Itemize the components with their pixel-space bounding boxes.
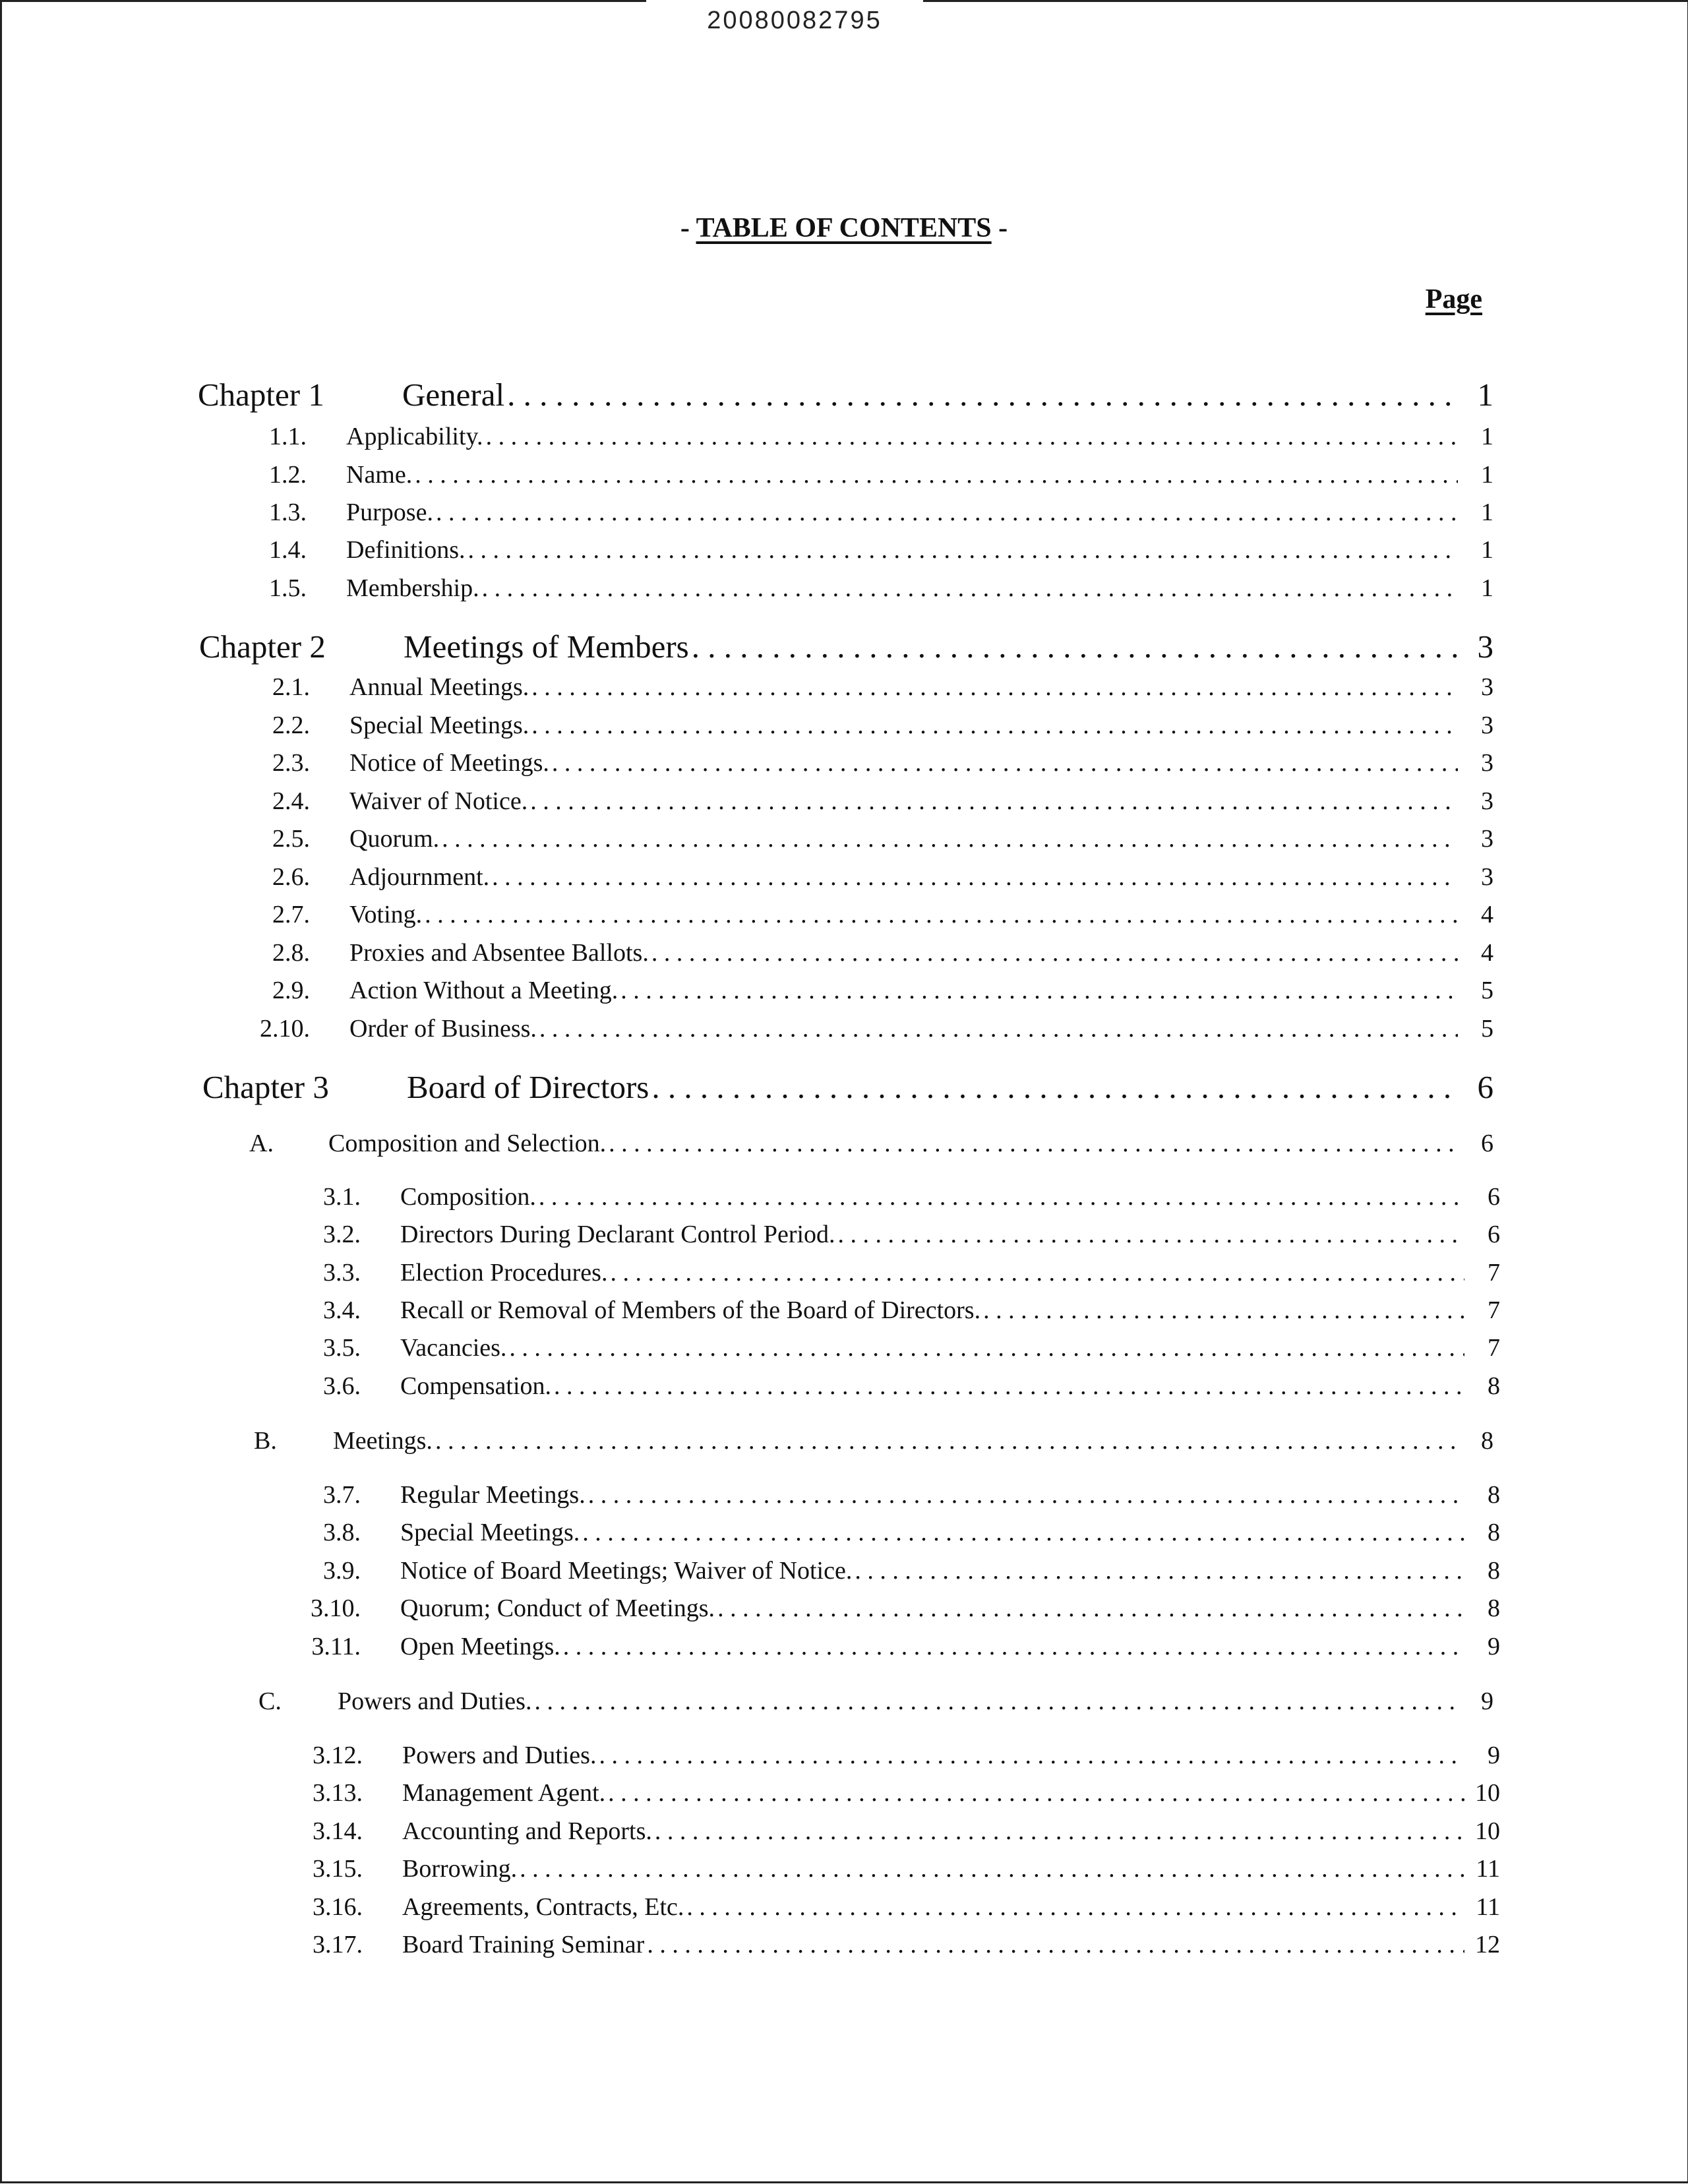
section-title: Special Meetings. [400, 1519, 580, 1546]
section-number: 3.17. [313, 1931, 363, 1958]
section-title: Name. [346, 461, 413, 489]
leader [349, 900, 1458, 929]
dot-leader [651, 938, 1458, 967]
chapter-title: Board of Directors [407, 1069, 649, 1105]
toc-entry-row [307, 1741, 1500, 1770]
dot-leader [552, 748, 1458, 777]
leader [402, 1817, 1464, 1846]
toc-entry-row [254, 900, 1493, 929]
toc-entry-row [254, 1014, 1493, 1043]
leader [402, 376, 1458, 413]
leader [402, 1930, 1464, 1959]
section-page-number: 1 [1481, 574, 1493, 602]
section-title: Agreements, Contracts, Etc. [402, 1893, 684, 1921]
chapter-number: Chapter 3 [202, 1069, 329, 1105]
subgroup-row [258, 1687, 1493, 1716]
section-page-number: 11 [1476, 1893, 1500, 1921]
dot-leader [692, 628, 1458, 665]
leader [400, 1258, 1464, 1287]
section-page-number: 1 [1481, 461, 1493, 489]
dot-leader [507, 376, 1458, 413]
section-number: 3.1. [323, 1183, 361, 1211]
toc-entry-row [307, 1854, 1500, 1883]
section-number: 3.9. [323, 1557, 361, 1585]
leader [349, 863, 1458, 892]
section-title: Management Agent. [402, 1779, 606, 1807]
dot-leader [425, 900, 1458, 929]
leader [338, 1687, 1458, 1716]
dot-leader [509, 1333, 1464, 1362]
dot-leader [482, 574, 1458, 603]
section-title: Compensation. [400, 1372, 552, 1400]
toc-entry-row [254, 673, 1493, 702]
leader [346, 535, 1458, 564]
section-number: 3.13. [313, 1779, 363, 1807]
chapter-title: General [402, 377, 505, 413]
dot-leader [610, 1258, 1464, 1287]
toc-entry-row [251, 422, 1493, 451]
leader [328, 1129, 1458, 1158]
dot-leader [492, 863, 1458, 892]
section-title: Open Meetings. [400, 1633, 560, 1660]
sub-page-number: 8 [1481, 1427, 1493, 1455]
leader [400, 1372, 1464, 1401]
leader [349, 711, 1458, 740]
chapter-page-number: 6 [1477, 1069, 1493, 1105]
section-title: Directors During Declarant Control Period. [400, 1221, 835, 1248]
toc-title-prefix: - [680, 213, 696, 243]
section-title: Regular Meetings. [400, 1481, 586, 1509]
sub-number: A. [249, 1130, 274, 1157]
section-number: 2.10. [260, 1015, 310, 1043]
section-page-number: 1 [1481, 499, 1493, 526]
section-number: 2.6. [272, 863, 310, 891]
chapter-title: Meetings of Members [404, 628, 689, 665]
toc-entry-row [305, 1258, 1500, 1287]
section-title: Election Procedures. [400, 1259, 608, 1287]
dot-leader [582, 1518, 1464, 1547]
sub-page-number: 6 [1481, 1130, 1493, 1157]
section-title: Quorum; Conduct of Meetings. [400, 1594, 715, 1622]
section-number: 1.3. [269, 499, 307, 526]
section-page-number: 6 [1488, 1221, 1500, 1248]
section-title: Action Without a Meeting. [349, 977, 618, 1004]
section-number: 2.1. [272, 673, 310, 701]
section-number: 1.1. [269, 423, 307, 450]
dot-leader [442, 824, 1458, 853]
leader [349, 824, 1458, 853]
sub-page-number: 9 [1481, 1687, 1493, 1715]
section-page-number: 8 [1488, 1481, 1500, 1509]
section-title: Purpose. [346, 499, 433, 526]
toc-entry-row [254, 787, 1493, 816]
section-number: 2.5. [272, 825, 310, 853]
chapter-page-number: 3 [1477, 628, 1493, 665]
section-page-number: 12 [1475, 1931, 1500, 1958]
section-page-number: 10 [1475, 1779, 1500, 1807]
section-number: 2.9. [272, 977, 310, 1004]
section-title: Notice of Board Meetings; Waiver of Notice. [400, 1557, 853, 1585]
toc-entry-row [251, 460, 1493, 489]
leader [349, 1014, 1458, 1043]
section-number: 3.15. [313, 1855, 363, 1883]
leader [404, 628, 1458, 665]
toc-entry-row [305, 1220, 1500, 1249]
dot-leader [686, 1893, 1464, 1922]
section-page-number: 4 [1481, 939, 1493, 967]
section-page-number: 3 [1481, 749, 1493, 777]
dot-leader [539, 1014, 1458, 1043]
dot-leader [620, 976, 1458, 1005]
toc-entry-row [305, 1556, 1500, 1585]
dot-leader [435, 1426, 1458, 1455]
dot-leader [838, 1220, 1464, 1249]
dot-leader [415, 460, 1458, 489]
section-number: 2.7. [272, 901, 310, 928]
toc-entry-row [254, 748, 1493, 777]
section-title: Special Meetings. [349, 712, 529, 739]
section-title: Membership. [346, 574, 479, 602]
section-page-number: 9 [1488, 1633, 1500, 1660]
toc-entry-row [254, 863, 1493, 892]
section-number: 2.2. [272, 712, 310, 739]
leader [400, 1556, 1464, 1585]
leader [346, 460, 1458, 489]
chapter-row [198, 376, 1493, 413]
toc-title-suffix: - [991, 213, 1008, 243]
leader [400, 1220, 1464, 1249]
section-title: Recall or Removal of Members of the Board of Directors. [400, 1296, 981, 1324]
dot-leader [983, 1296, 1464, 1325]
leader [333, 1426, 1458, 1455]
toc-entry-row [305, 1632, 1500, 1661]
dot-leader [717, 1594, 1464, 1623]
dot-leader [531, 711, 1458, 740]
leader [400, 1296, 1464, 1325]
chapter-row [199, 628, 1493, 665]
leader [349, 673, 1458, 702]
leader [400, 1594, 1464, 1623]
toc-entry-row [254, 938, 1493, 967]
toc-entry-row [307, 1778, 1500, 1807]
sub-number: B. [254, 1427, 277, 1455]
toc-entry-row [305, 1296, 1500, 1325]
section-title: Powers and Duties. [402, 1742, 597, 1769]
dot-leader [467, 535, 1458, 564]
dot-leader [599, 1741, 1464, 1770]
sub-title: Powers and Duties. [338, 1687, 532, 1715]
section-title: Quorum. [349, 825, 440, 853]
section-title: Vacancies. [400, 1334, 507, 1362]
sub-number: C. [258, 1687, 282, 1715]
dot-leader [436, 498, 1458, 527]
dot-leader [534, 1687, 1458, 1716]
dot-leader [608, 1778, 1464, 1807]
dot-leader [609, 1129, 1458, 1158]
section-title: Applicability. [346, 423, 483, 450]
section-page-number: 7 [1488, 1334, 1500, 1362]
leader [346, 498, 1458, 527]
leader [402, 1893, 1464, 1922]
leader [400, 1480, 1464, 1509]
toc-entry-row [305, 1182, 1500, 1211]
section-page-number: 3 [1481, 863, 1493, 891]
dot-leader [651, 1068, 1458, 1106]
leader [349, 748, 1458, 777]
section-page-number: 10 [1475, 1817, 1500, 1845]
subgroup-row [254, 1426, 1493, 1455]
section-page-number: 5 [1481, 977, 1493, 1004]
dot-leader [539, 1182, 1464, 1211]
section-page-number: 3 [1481, 825, 1493, 853]
section-title: Borrowing. [402, 1855, 518, 1883]
dot-leader [563, 1632, 1464, 1661]
toc-entry-row [305, 1333, 1500, 1362]
section-number: 3.7. [323, 1481, 361, 1509]
section-title: Adjournment. [349, 863, 490, 891]
section-page-number: 9 [1488, 1742, 1500, 1769]
dot-leader [655, 1817, 1464, 1846]
section-number: 3.8. [323, 1519, 361, 1546]
section-number: 3.6. [323, 1372, 361, 1400]
leader [402, 1778, 1464, 1807]
section-page-number: 6 [1488, 1183, 1500, 1211]
leader [349, 787, 1458, 816]
toc-entry-row [305, 1372, 1500, 1401]
section-number: 3.3. [323, 1259, 361, 1287]
section-number: 3.4. [323, 1296, 361, 1324]
dot-leader [486, 422, 1458, 451]
dot-leader [554, 1372, 1464, 1401]
section-title: Definitions. [346, 536, 466, 564]
subgroup-row [249, 1129, 1493, 1158]
section-number: 3.10. [311, 1594, 361, 1622]
leader [400, 1333, 1464, 1362]
dot-leader [520, 1854, 1464, 1883]
section-title: Waiver of Notice. [349, 787, 528, 815]
section-number: 3.11. [311, 1633, 361, 1660]
section-page-number: 8 [1488, 1594, 1500, 1622]
section-page-number: 8 [1488, 1519, 1500, 1546]
toc-entry-row [307, 1817, 1500, 1846]
section-title: Order of Business. [349, 1015, 537, 1043]
toc-entry-row [307, 1930, 1500, 1959]
section-page-number: 1 [1481, 536, 1493, 564]
section-page-number: 11 [1476, 1855, 1500, 1883]
section-number: 1.4. [269, 536, 307, 564]
section-number: 1.2. [269, 461, 307, 489]
section-title: Notice of Meetings. [349, 749, 549, 777]
toc-entry-row [305, 1518, 1500, 1547]
dot-leader [530, 787, 1458, 816]
section-title: Board Training Seminar [402, 1931, 645, 1958]
document-number: 20080082795 [707, 7, 882, 34]
sub-title: Meetings. [333, 1427, 433, 1455]
section-page-number: 5 [1481, 1015, 1493, 1043]
leader [402, 1741, 1464, 1770]
section-page-number: 4 [1481, 901, 1493, 928]
section-number: 3.12. [313, 1742, 363, 1769]
leader [407, 1068, 1458, 1106]
section-page-number: 3 [1481, 712, 1493, 739]
toc-entry-row [251, 535, 1493, 564]
toc-entry-row [254, 824, 1493, 853]
leader [346, 574, 1458, 603]
section-page-number: 8 [1488, 1372, 1500, 1400]
section-title: Composition. [400, 1183, 536, 1211]
section-page-number: 3 [1481, 787, 1493, 815]
leader [349, 938, 1458, 967]
leader [400, 1632, 1464, 1661]
section-number: 3.5. [323, 1334, 361, 1362]
toc-entry-row [305, 1594, 1500, 1623]
section-page-number: 7 [1488, 1296, 1500, 1324]
section-page-number: 1 [1481, 423, 1493, 450]
dot-leader [855, 1556, 1464, 1585]
toc-entry-row [305, 1480, 1500, 1509]
section-title: Annual Meetings. [349, 673, 529, 701]
dot-leader [647, 1930, 1464, 1959]
leader [346, 422, 1458, 451]
toc-entry-row [251, 498, 1493, 527]
section-title: Proxies and Absentee Ballots. [349, 939, 649, 967]
section-number: 2.4. [272, 787, 310, 815]
toc-title-text: TABLE OF CONTENTS [696, 213, 992, 243]
toc-entry-row [254, 711, 1493, 740]
section-page-number: 7 [1488, 1259, 1500, 1287]
page-column-header: Page [1425, 284, 1482, 315]
toc-entry-row [251, 574, 1493, 603]
section-number: 2.3. [272, 749, 310, 777]
dot-leader [588, 1480, 1464, 1509]
sub-title: Composition and Selection. [328, 1130, 607, 1157]
section-title: Voting. [349, 901, 423, 928]
toc-entry-row [254, 976, 1493, 1005]
section-number: 2.8. [272, 939, 310, 967]
leader [400, 1182, 1464, 1211]
chapter-number: Chapter 1 [198, 377, 324, 413]
chapter-number: Chapter 2 [199, 628, 326, 665]
section-number: 3.16. [313, 1893, 363, 1921]
leader [400, 1518, 1464, 1547]
section-number: 1.5. [269, 574, 307, 602]
chapter-row [202, 1068, 1493, 1106]
section-page-number: 3 [1481, 673, 1493, 701]
section-number: 3.2. [323, 1221, 361, 1248]
section-number: 3.14. [313, 1817, 363, 1845]
section-title: Accounting and Reports. [402, 1817, 652, 1845]
leader [349, 976, 1458, 1005]
leader [402, 1854, 1464, 1883]
section-page-number: 8 [1488, 1557, 1500, 1585]
toc-entry-row [307, 1893, 1500, 1922]
dot-leader [531, 673, 1458, 702]
chapter-page-number: 1 [1477, 377, 1493, 413]
